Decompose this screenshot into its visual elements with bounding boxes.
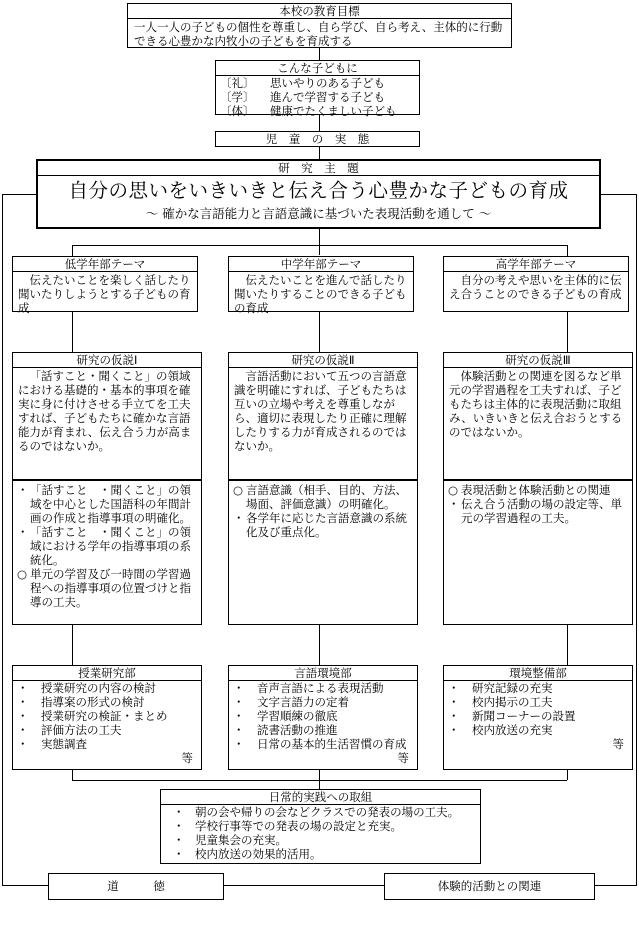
department-item: ・ 音声言語による表現活動	[233, 681, 384, 695]
department-item: ・ 授業研究の検証・まとめ	[17, 709, 168, 723]
department-item: ・ 指導案の形式の検討	[17, 695, 145, 709]
department-item: ・ 研究記録の充実	[448, 681, 553, 695]
department-item: ・ 日常の基本的生活習慣の育成	[233, 737, 407, 751]
school-goal-title: 本校の教育目標	[128, 4, 511, 19]
ideal-child-item	[216, 76, 419, 90]
grade-theme-text: 伝えたいことを進んで話したり聞いたりすることのできる子どもの育成	[234, 273, 407, 315]
method-text: 表現活動と体験活動との関連	[461, 483, 611, 497]
research-theme-main: 自分の思いをいきいきと伝え合う心豊かな子どもの育成	[68, 179, 569, 202]
ideal-child-tag: 〔礼〕	[220, 76, 255, 90]
method-item	[448, 483, 628, 497]
method-item	[17, 525, 197, 567]
grade-theme-mid	[228, 256, 414, 315]
daily-practice-box	[160, 789, 481, 864]
grade-theme-high	[443, 256, 629, 312]
ideal-child-text: 思いやりのある子ども	[270, 76, 385, 90]
department-title: 環境整備部	[444, 666, 632, 681]
method-mark: ・	[17, 483, 29, 497]
hypothesis-3-box	[443, 352, 633, 480]
ideal-child-title: こんな子どもに	[216, 61, 419, 76]
department-item: ・ 授業研究の内容の検討	[17, 681, 156, 695]
department-item: ・ 読書活動の推進	[233, 723, 338, 737]
method-1-box	[12, 480, 202, 625]
hypothesis-2-box	[228, 352, 418, 480]
method-text: 各学年に応じた言語意識の系統化及び重点化。	[246, 511, 407, 539]
department-lesson-research	[12, 665, 202, 770]
department-title: 授業研究部	[13, 666, 201, 681]
method-item	[17, 483, 197, 525]
ideal-child-tag: 〔学〕	[220, 90, 255, 104]
school-goal-box	[127, 3, 512, 48]
method-mark: ・	[17, 525, 29, 539]
research-theme-label: 研 究 主 題	[38, 161, 599, 176]
method-mark: ○	[233, 483, 244, 497]
school-goal-text: 一人一人の子どもの個性を尊重し、自ら学び、自ら考え、主体的に行動できる心豊かな内牧小の子どもを育成する	[134, 20, 503, 48]
department-language-env	[228, 665, 418, 770]
grade-theme-text: 自分の考えや思いを主体的に伝え合うことのできる子どもの育成	[449, 273, 622, 301]
department-environment	[443, 665, 633, 770]
moral-education-box: 道 徳	[48, 873, 224, 900]
method-text: 「話すこと ・聞くこと」の領域における学年の指導事項の系統化。	[30, 525, 191, 567]
research-theme-box	[36, 159, 601, 229]
method-mark: ○	[17, 567, 28, 581]
hypothesis-1-box	[12, 352, 202, 480]
method-mark: ・	[233, 511, 245, 525]
ideal-child-tag: 〔体〕	[220, 104, 255, 118]
ideal-child-text: 健康でたくましい子ども	[270, 104, 397, 118]
hypothesis-text: 言語活動において五つの言語意識を明確にすれば、子どもたちは互いの立場や考えを尊重しながら、適切に表現したり正確に理解したりする力が育成されるのではないか。	[234, 369, 407, 453]
research-theme-sub: 〜 確かな言語能力と言語意識に基づいた表現活動を通して 〜	[145, 206, 492, 221]
department-item: ・ 校内放送の充実	[448, 723, 553, 737]
method-item	[233, 511, 413, 539]
hypothesis-title: 研究の仮説Ⅰ	[13, 353, 201, 368]
grade-theme-text: 伝えたいことを楽しく話したり聞いたりしようとする子どもの育成	[18, 273, 191, 315]
grade-theme-title: 低学年部テーマ	[13, 257, 197, 272]
department-item: ・ 校内掲示の工夫	[448, 695, 553, 709]
grade-theme-title: 中学年部テーマ	[229, 257, 413, 272]
method-mark: ○	[448, 483, 459, 497]
experiential-activity-box: 体験的活動との関連	[384, 873, 595, 900]
method-item	[448, 497, 628, 525]
department-etc: 等	[612, 737, 624, 751]
daily-practice-item: ・ 校内放送の効果的活用。	[173, 847, 322, 861]
daily-practice-item: ・ 朝の会や帰りの会などクラスでの発表の場の工夫。	[173, 805, 460, 819]
student-reality-box: 児 童 の 実 態	[215, 131, 420, 147]
department-etc: 等	[181, 751, 193, 765]
method-text: 単元の学習及び一時間の学習過程への指導事項の位置づけと指導の工夫。	[30, 567, 191, 609]
department-etc: 等	[397, 751, 409, 765]
method-text: 言語意識（相手、目的、方法、場面、評価意識）の明確化。	[246, 483, 407, 511]
method-2-box	[228, 480, 418, 625]
hypothesis-title: 研究の仮説Ⅲ	[444, 353, 632, 368]
method-item	[233, 483, 413, 511]
department-item: ・ 評価方法の工夫	[17, 723, 122, 737]
method-3-box	[443, 480, 633, 625]
method-text: 「話すこと ・聞くこと」の領域を中心とした国語科の年間計画の作成と指導事項の明確化。	[30, 483, 191, 525]
ideal-child-item	[216, 90, 419, 104]
department-item: ・ 新聞コーナーの設置	[448, 709, 576, 723]
hypothesis-text: 体験活動との関連を図るなど単元の学習過程を工夫すれば、子どもたちは主体的に表現活動に取組み、いきいきと伝え合おうとするのではないか。	[449, 369, 623, 439]
daily-practice-item: ・ 児童集会の充実。	[173, 833, 287, 847]
grade-theme-title: 高学年部テーマ	[444, 257, 628, 272]
daily-practice-item: ・ 学校行事等での発表の場の設定と充実。	[173, 819, 402, 833]
hypothesis-title: 研究の仮説Ⅱ	[229, 353, 417, 368]
ideal-child-text: 進んで学習する子ども	[270, 90, 385, 104]
method-text: 伝え合う活動の場の設定等、単元の学習過程の工夫。	[461, 497, 622, 525]
department-title: 言語環境部	[229, 666, 417, 681]
daily-practice-title: 日常的実践への取組	[161, 790, 480, 805]
method-mark: ・	[448, 497, 460, 511]
method-item	[17, 567, 197, 609]
department-item: ・ 文字言語力の定着	[233, 695, 349, 709]
hypothesis-text: 「話すこと・聞くこと」の領域における基礎的・基本的事項を確実に身に付けさせる手立てを工夫すれば、子どもたちに確かな言語能力が育まれ、伝え合う力が高まるのではないか。	[18, 369, 192, 453]
grade-theme-low	[12, 256, 198, 315]
ideal-child-box	[215, 60, 420, 118]
department-item: ・ 実態調査	[17, 737, 87, 751]
department-item: ・ 学習順練の徹底	[233, 709, 338, 723]
ideal-child-item	[216, 104, 419, 118]
